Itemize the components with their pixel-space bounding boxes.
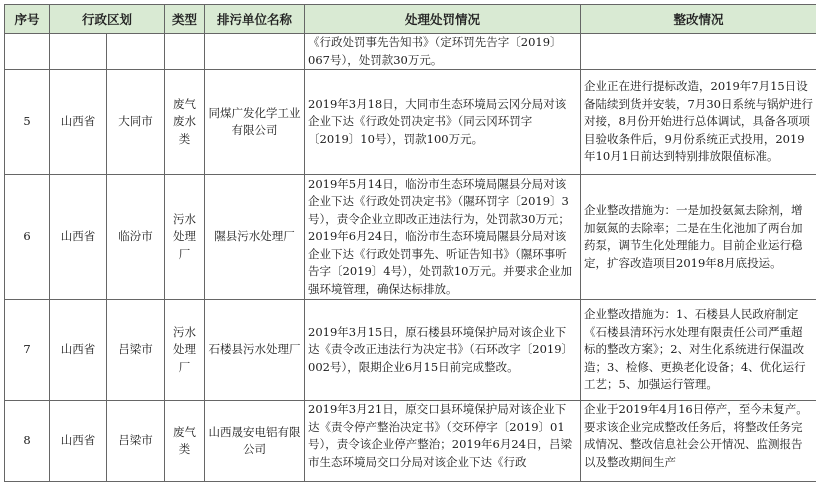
cell-no: 7	[5, 300, 50, 401]
cell-type: 污水处理厂	[165, 300, 205, 401]
header-type: 类型	[165, 5, 205, 34]
cell-rectify-text: 企业于2019年4月16日停产，至今未复产。要求该企业完成整改任务后，将整改任务完成情况、整改信息社会公开情况、监测报告以及整改期间生产	[584, 402, 808, 469]
cell-type: 废气类	[165, 401, 205, 482]
cell-no: 6	[5, 175, 50, 300]
table-row	[5, 34, 817, 70]
cell-city: 大同市	[107, 70, 165, 175]
cell-rectify	[581, 34, 816, 70]
cell-rectify: 企业整改措施为：1、石楼县人民政府制定《石楼县清环污水处理有限责任公司严重超标的整改方案》；2、对生化系统进行保温改造；3、检修、更换老化设备；4、优化运行工艺；5、加强运行管理。	[581, 300, 816, 401]
table-row	[5, 70, 817, 175]
table-header-row	[5, 5, 817, 34]
cell-penalty-text: 2019年3月21日，原交口县环境保护局对该企业下达《责令停产整治决定书》（交环停字〔2019〕01号），责令该企业停产整治；2019年6月24日，吕梁市生态环境局交口分局对该企业下达《行政	[308, 402, 572, 469]
header-penalty: 处理处罚情况	[305, 5, 581, 34]
cell-province: 山西省	[50, 300, 107, 401]
cell-penalty: 2019年3月18日，大同市生态环境局云冈分局对该企业下达《行政处罚决定书》（同云冈环罚字〔2019〕10号），罚款100万元。	[305, 70, 581, 175]
data-table-container	[4, 4, 816, 488]
cell-province: 山西省	[50, 401, 107, 482]
table-row	[5, 300, 817, 401]
cell-unit: 石楼县污水处理厂	[205, 300, 305, 401]
cell-unit: 隰县污水处理厂	[205, 175, 305, 300]
cell-penalty: 2019年5月14日，临汾市生态环境局隰县分局对该企业下达《行政处罚决定书》（隰环罚字〔2019〕3号），责令企业立即改正违法行为，处罚款30万元；2019年6月24日，临汾市生态环境局隰县分局对该企业下达《行政处罚事先、听证告知书》（隰环事听告字〔2019〕4号），处罚款10万元。并要求企业加强环境管理，确保达标排放。	[305, 175, 581, 300]
cell-city	[107, 34, 165, 70]
cell-penalty: 2019年3月15日，原石楼县环境保护局对该企业下达《责令改正违法行为决定书》（石环改字〔2019〕002号），限期企业6月15日前完成整改。	[305, 300, 581, 401]
header-unit: 排污单位名称	[205, 5, 305, 34]
cell-province: 山西省	[50, 70, 107, 175]
cell-type: 废气废水类	[165, 70, 205, 175]
cell-no: 8	[5, 401, 50, 482]
cell-city: 吕梁市	[107, 300, 165, 401]
cell-penalty: 《行政处罚事先告知书》（定环罚先告字〔2019〕067号），处罚款30万元。	[305, 34, 581, 70]
table-row	[5, 175, 817, 300]
enforcement-table	[4, 4, 816, 482]
cell-rectify: 企业整改措施为：一是加投氨氮去除剂，增加氨氮的去除率；二是在生化池加了两台加药泵，调节生化处理能力。目前企业运行稳定，扩容改造项目2019年8月底投运。	[581, 175, 816, 300]
cell-rectify: 企业正在进行提标改造，2019年7月15日设备陆续到货并安装，7月30日系统与锅炉进行对接，8月份开始进行总体调试，具备各项项目验收条件后，9月份系统正式投用，2019年10月1日前达到特别排放限值标准。	[581, 70, 816, 175]
table-row	[5, 401, 817, 482]
cell-type: 污水处理厂	[165, 175, 205, 300]
cell-type	[165, 34, 205, 70]
cell-no: 5	[5, 70, 50, 175]
cell-penalty	[305, 401, 581, 482]
header-rectify: 整改情况	[581, 5, 816, 34]
cell-city: 临汾市	[107, 175, 165, 300]
cell-province	[50, 34, 107, 70]
cell-no	[5, 34, 50, 70]
header-no: 序号	[5, 5, 50, 34]
cell-city: 吕梁市	[107, 401, 165, 482]
cell-province: 山西省	[50, 175, 107, 300]
cell-unit: 山西晟安电铝有限公司	[205, 401, 305, 482]
cell-rectify	[581, 401, 816, 482]
cell-unit	[205, 34, 305, 70]
cell-unit: 同煤广发化学工业有限公司	[205, 70, 305, 175]
header-region: 行政区划	[50, 5, 165, 34]
